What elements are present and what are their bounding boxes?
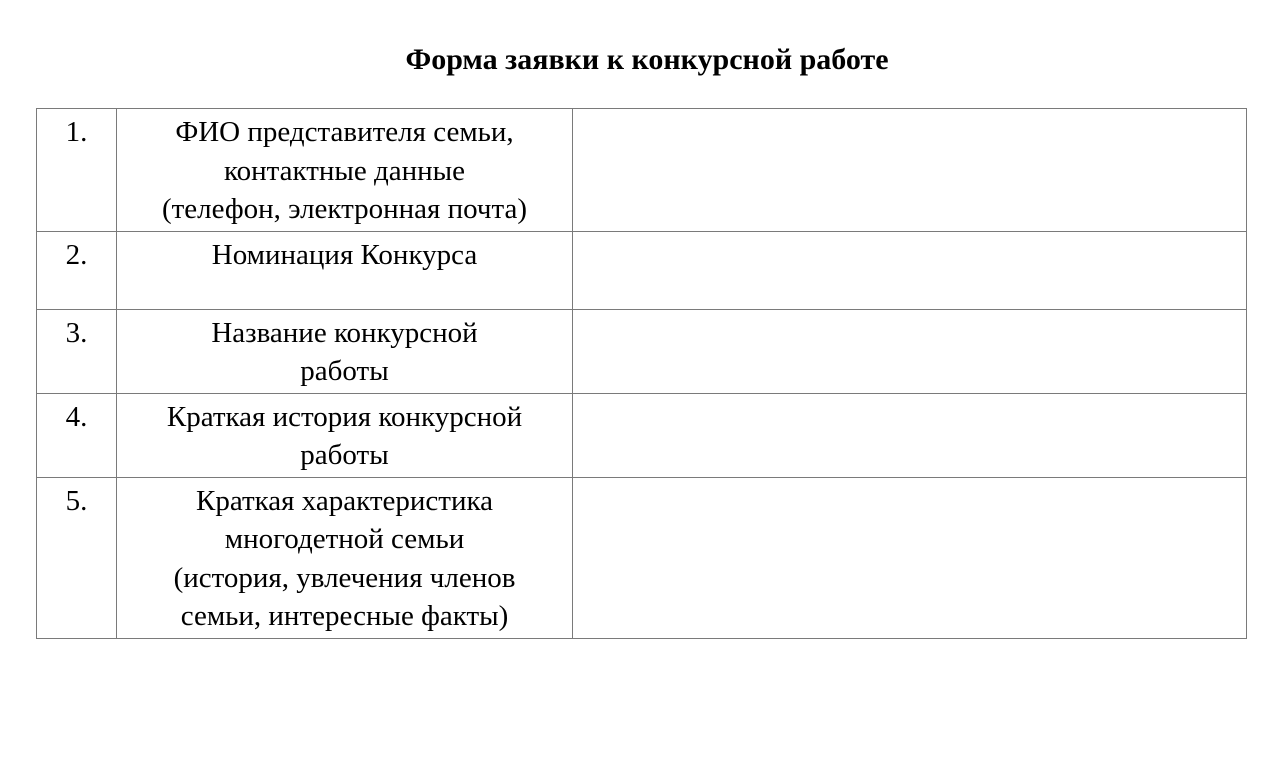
label-line: Название конкурсной [211, 316, 478, 349]
field-value-nomination[interactable] [573, 231, 1247, 309]
label-line: контактные данные [223, 154, 466, 187]
field-label-family-description [117, 477, 573, 638]
label-line: (история, увлечения членов [173, 561, 516, 594]
table-row [37, 109, 1247, 232]
label-line: ФИО представителя семьи, [175, 116, 514, 148]
label-line: работы [300, 355, 389, 387]
row-number: 4. [37, 393, 117, 477]
field-label-work-history [117, 393, 573, 477]
row-number: 2. [37, 231, 117, 309]
label-line: Краткая история конкурсной [166, 400, 523, 433]
table-row [37, 477, 1247, 638]
field-label-work-title [117, 309, 573, 393]
label-line: Краткая характеристика [196, 484, 493, 517]
field-label-nomination [117, 231, 573, 309]
row-number: 5. [37, 477, 117, 638]
row-number: 1. [37, 109, 117, 232]
field-value-family-description[interactable] [573, 477, 1247, 638]
field-value-work-title[interactable] [573, 309, 1247, 393]
table-row [37, 309, 1247, 393]
table-row [37, 231, 1247, 309]
field-value-work-history[interactable] [573, 393, 1247, 477]
label-line: Номинация Конкурса [211, 238, 478, 271]
label-line: многодетной семьи [224, 523, 465, 555]
label-line: (телефон, электронная почта) [161, 193, 528, 225]
table-row [37, 393, 1247, 477]
label-line: работы [300, 439, 389, 471]
field-value-contact[interactable] [573, 109, 1247, 232]
field-label-contact [117, 109, 573, 232]
row-number: 3. [37, 309, 117, 393]
document-title: Форма заявки к конкурсной работе [405, 43, 889, 76]
application-form-table [36, 108, 1247, 639]
label-line: семьи, интересные факты) [180, 600, 509, 632]
